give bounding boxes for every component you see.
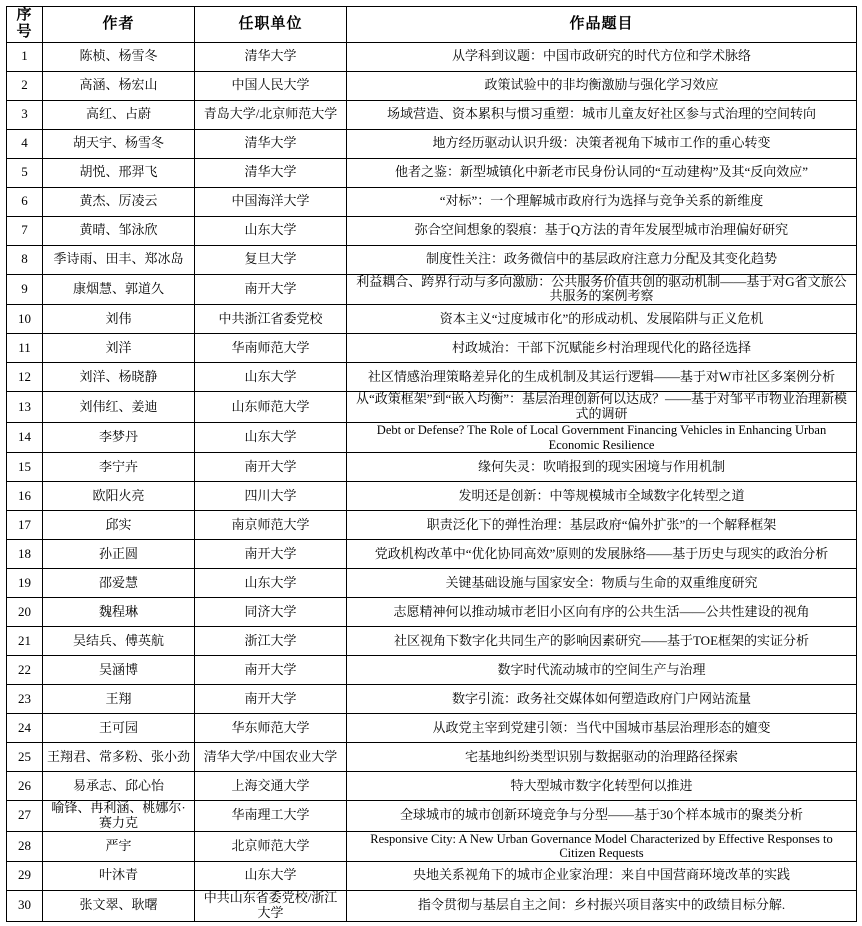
cell-organization: 中共浙江省委党校 <box>195 305 347 334</box>
cell-title: 他者之鉴：新型城镇化中新老市民身份认同的“互动建构”及其“反向效应” <box>347 158 857 187</box>
cell-organization: 中共山东省委党校/浙江大学 <box>195 890 347 921</box>
cell-author: 高涵、杨宏山 <box>43 71 195 100</box>
cell-organization: 青岛大学/北京师范大学 <box>195 100 347 129</box>
table-row <box>7 100 857 129</box>
cell-organization: 复旦大学 <box>195 245 347 274</box>
cell-title: 资本主义“过度城市化”的形成动机、发展陷阱与正义危机 <box>347 305 857 334</box>
table-row <box>7 158 857 187</box>
table-header <box>7 7 857 43</box>
cell-author: 叶沐青 <box>43 861 195 890</box>
table-row <box>7 42 857 71</box>
cell-author: 刘伟红、姜迪 <box>43 392 195 423</box>
cell-title: 数字引流：政务社交媒体如何塑造政府门户网站流量 <box>347 685 857 714</box>
cell-author: 黄杰、厉凌云 <box>43 187 195 216</box>
cell-author: 张文翠、耿曙 <box>43 890 195 921</box>
cell-title: 发明还是创新：中等规模城市全域数字化转型之道 <box>347 482 857 511</box>
cell-organization: 清华大学 <box>195 158 347 187</box>
cell-organization: 南开大学 <box>195 274 347 305</box>
cell-title: 职责泛化下的弹性治理：基层政府“偏外扩张”的一个解释框架 <box>347 511 857 540</box>
cell-index: 10 <box>7 305 43 334</box>
column-header-index: 序号 <box>7 7 43 43</box>
table-row <box>7 540 857 569</box>
cell-index: 26 <box>7 772 43 801</box>
cell-index: 18 <box>7 540 43 569</box>
cell-author: 胡天宇、杨雪冬 <box>43 129 195 158</box>
cell-index: 20 <box>7 598 43 627</box>
column-header-author: 作者 <box>43 7 195 43</box>
table-row <box>7 71 857 100</box>
cell-organization: 华南理工大学 <box>195 801 347 832</box>
cell-author: 严宇 <box>43 831 195 861</box>
table-row <box>7 423 857 453</box>
table-row <box>7 187 857 216</box>
cell-author: 孙正圆 <box>43 540 195 569</box>
table-row <box>7 772 857 801</box>
cell-title: 政策试验中的非均衡激励与强化学习效应 <box>347 71 857 100</box>
cell-title: 关键基础设施与国家安全：物质与生命的双重维度研究 <box>347 569 857 598</box>
cell-author: 吴结兵、傅英航 <box>43 627 195 656</box>
cell-organization: 清华大学/中国农业大学 <box>195 743 347 772</box>
cell-index: 16 <box>7 482 43 511</box>
cell-index: 21 <box>7 627 43 656</box>
table-row <box>7 363 857 392</box>
cell-index: 24 <box>7 714 43 743</box>
table-header-row <box>7 7 857 43</box>
cell-index: 13 <box>7 392 43 423</box>
cell-organization: 南开大学 <box>195 540 347 569</box>
cell-author: 邱实 <box>43 511 195 540</box>
cell-author: 康烟慧、郭道久 <box>43 274 195 305</box>
cell-index: 8 <box>7 245 43 274</box>
submissions-table <box>6 6 857 922</box>
cell-title: “对标”：一个理解城市政府行为选择与竞争关系的新维度 <box>347 187 857 216</box>
cell-index: 17 <box>7 511 43 540</box>
cell-author: 王翔 <box>43 685 195 714</box>
cell-organization: 山东大学 <box>195 423 347 453</box>
cell-title: 地方经历驱动认识升级：决策者视角下城市工作的重心转变 <box>347 129 857 158</box>
cell-organization: 南开大学 <box>195 656 347 685</box>
cell-index: 25 <box>7 743 43 772</box>
cell-author: 吴涵博 <box>43 656 195 685</box>
cell-author: 高红、占蔚 <box>43 100 195 129</box>
cell-title: 宅基地纠纷类型识别与数据驱动的治理路径探索 <box>347 743 857 772</box>
table-row <box>7 482 857 511</box>
cell-index: 27 <box>7 801 43 832</box>
table-row <box>7 801 857 832</box>
cell-index: 22 <box>7 656 43 685</box>
column-header-organization: 任职单位 <box>195 7 347 43</box>
cell-author: 季诗雨、田丰、郑冰岛 <box>43 245 195 274</box>
cell-title: 全球城市的城市创新环境竞争与分型——基于30个样本城市的聚类分析 <box>347 801 857 832</box>
cell-organization: 山东师范大学 <box>195 392 347 423</box>
cell-index: 4 <box>7 129 43 158</box>
cell-title: 社区情感治理策略差异化的生成机制及其运行逻辑——基于对W市社区多案例分析 <box>347 363 857 392</box>
cell-title: 央地关系视角下的城市企业家治理：来自中国营商环境改革的实践 <box>347 861 857 890</box>
cell-author: 王翔君、常多粉、张小劲 <box>43 743 195 772</box>
table-row <box>7 274 857 305</box>
cell-organization: 上海交通大学 <box>195 772 347 801</box>
cell-title: 村政城治：干部下沉赋能乡村治理现代化的路径选择 <box>347 334 857 363</box>
table-row <box>7 598 857 627</box>
cell-title: 党政机构改革中“优化协同高效”原则的发展脉络——基于历史与现实的政治分析 <box>347 540 857 569</box>
column-header-title: 作品题目 <box>347 7 857 43</box>
cell-index: 28 <box>7 831 43 861</box>
cell-index: 14 <box>7 423 43 453</box>
cell-index: 3 <box>7 100 43 129</box>
cell-author: 李宁卉 <box>43 453 195 482</box>
cell-index: 1 <box>7 42 43 71</box>
table-row <box>7 305 857 334</box>
cell-organization: 浙江大学 <box>195 627 347 656</box>
cell-author: 黄晴、邹泳欣 <box>43 216 195 245</box>
cell-author: 易承志、邱心怡 <box>43 772 195 801</box>
cell-organization: 山东大学 <box>195 569 347 598</box>
cell-index: 23 <box>7 685 43 714</box>
cell-author: 邵爱慧 <box>43 569 195 598</box>
cell-organization: 北京师范大学 <box>195 831 347 861</box>
cell-title: 缘何失灵：吹哨报到的现实困境与作用机制 <box>347 453 857 482</box>
cell-author: 刘洋 <box>43 334 195 363</box>
cell-author: 欧阳火亮 <box>43 482 195 511</box>
table-row <box>7 714 857 743</box>
cell-organization: 中国人民大学 <box>195 71 347 100</box>
table-row <box>7 392 857 423</box>
table-row <box>7 129 857 158</box>
cell-organization: 华南师范大学 <box>195 334 347 363</box>
cell-organization: 山东大学 <box>195 216 347 245</box>
table-row <box>7 569 857 598</box>
table-row <box>7 453 857 482</box>
cell-title: 弥合空间想象的裂痕：基于Q方法的青年发展型城市治理偏好研究 <box>347 216 857 245</box>
cell-organization: 清华大学 <box>195 129 347 158</box>
cell-author: 李梦丹 <box>43 423 195 453</box>
cell-title: 志愿精神何以推动城市老旧小区向有序的公共生活——公共性建设的视角 <box>347 598 857 627</box>
table-row <box>7 245 857 274</box>
cell-author: 刘洋、杨晓静 <box>43 363 195 392</box>
cell-index: 19 <box>7 569 43 598</box>
cell-author: 喻锋、冉利涵、桃娜尔·赛力克 <box>43 801 195 832</box>
cell-title: 利益耦合、跨界行动与多向激励：公共服务价值共创的驱动机制——基于对G省文旅公共服务的案例考察 <box>347 274 857 305</box>
cell-title: Debt or Defense? The Role of Local Government Financing Vehicles in Enhancing Urban Economic Resilience <box>347 423 857 453</box>
table-row <box>7 743 857 772</box>
cell-index: 7 <box>7 216 43 245</box>
cell-organization: 南开大学 <box>195 453 347 482</box>
cell-title: 特大型城市数字化转型何以推进 <box>347 772 857 801</box>
table-row <box>7 685 857 714</box>
cell-index: 12 <box>7 363 43 392</box>
cell-organization: 山东大学 <box>195 861 347 890</box>
cell-organization: 中国海洋大学 <box>195 187 347 216</box>
cell-title: 从学科到议题：中国市政研究的时代方位和学术脉络 <box>347 42 857 71</box>
cell-index: 9 <box>7 274 43 305</box>
cell-title: 制度性关注：政务微信中的基层政府注意力分配及其变化趋势 <box>347 245 857 274</box>
cell-index: 15 <box>7 453 43 482</box>
cell-organization: 华东师范大学 <box>195 714 347 743</box>
table-row <box>7 216 857 245</box>
cell-author: 胡悦、邢羿飞 <box>43 158 195 187</box>
cell-title: 指令贯彻与基层自主之间：乡村振兴项目落实中的政绩目标分解. <box>347 890 857 921</box>
cell-title: 从政党主宰到党建引领：当代中国城市基层治理形态的嬗变 <box>347 714 857 743</box>
cell-author: 陈桢、杨雪冬 <box>43 42 195 71</box>
cell-organization: 同济大学 <box>195 598 347 627</box>
table-row <box>7 627 857 656</box>
cell-title: 从“政策框架”到“嵌入均衡”：基层治理创新何以达成？——基于对邹平市物业治理新模式的调研 <box>347 392 857 423</box>
cell-index: 6 <box>7 187 43 216</box>
cell-organization: 山东大学 <box>195 363 347 392</box>
cell-organization: 南开大学 <box>195 685 347 714</box>
cell-index: 2 <box>7 71 43 100</box>
cell-author: 王可园 <box>43 714 195 743</box>
table-row <box>7 511 857 540</box>
table-row <box>7 656 857 685</box>
cell-title: Responsive City: A New Urban Governance Model Characterized by Effective Responses to Citizen Requests <box>347 831 857 861</box>
cell-organization: 南京师范大学 <box>195 511 347 540</box>
cell-index: 5 <box>7 158 43 187</box>
cell-author: 刘伟 <box>43 305 195 334</box>
cell-index: 30 <box>7 890 43 921</box>
cell-index: 29 <box>7 861 43 890</box>
table-row <box>7 831 857 861</box>
cell-author: 魏程琳 <box>43 598 195 627</box>
cell-title: 社区视角下数字化共同生产的影响因素研究——基于TOE框架的实证分析 <box>347 627 857 656</box>
table-row <box>7 861 857 890</box>
cell-title: 数字时代流动城市的空间生产与治理 <box>347 656 857 685</box>
cell-organization: 清华大学 <box>195 42 347 71</box>
table-body <box>7 42 857 921</box>
cell-organization: 四川大学 <box>195 482 347 511</box>
table-row <box>7 334 857 363</box>
cell-index: 11 <box>7 334 43 363</box>
cell-title: 场域营造、资本累积与惯习重塑：城市儿童友好社区参与式治理的空间转向 <box>347 100 857 129</box>
